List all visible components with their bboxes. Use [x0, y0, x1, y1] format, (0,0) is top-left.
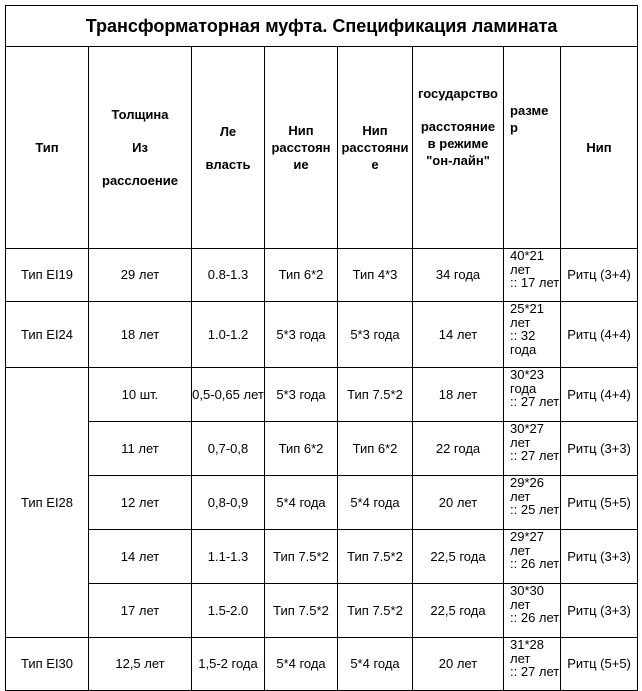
- size-line: :: 27 лет: [510, 394, 560, 409]
- table-row: [6, 530, 638, 584]
- size-line: лет: [510, 314, 531, 330]
- table-row: [6, 638, 638, 691]
- cell-nip1: Тип 6*2: [265, 422, 338, 476]
- cell-size: [504, 368, 561, 422]
- header-type: Тип: [6, 47, 89, 249]
- cell-nip1: Тип 7.5*2: [265, 584, 338, 638]
- header-thickness-line3: расслоение: [102, 173, 178, 188]
- size-line: 29*26: [510, 475, 544, 490]
- cell-state: 14 лет: [413, 302, 504, 368]
- size-line: 30*30: [510, 583, 544, 598]
- size-line: 30*27: [510, 421, 544, 436]
- size-line: :: 27 лет: [510, 448, 560, 463]
- cell-nip1: Тип 6*2: [265, 249, 338, 302]
- cell-thickness: 17 лет: [89, 584, 192, 638]
- size-line: лет: [510, 542, 531, 558]
- cell-state: 20 лет: [413, 638, 504, 691]
- header-state-line3: в режиме: [427, 136, 489, 151]
- cell-size: [504, 249, 561, 302]
- cell-size: [504, 476, 561, 530]
- size-line: :: 26 лет: [510, 556, 560, 571]
- header-state-line1: государство: [418, 86, 498, 101]
- spec-table: [5, 5, 638, 691]
- table-row: [6, 368, 638, 422]
- cell-size: [504, 302, 561, 368]
- cell-le: 1.1-1.3: [192, 530, 265, 584]
- cell-le: 0,5-0,65 лет: [192, 368, 265, 422]
- cell-nip1: 5*4 года: [265, 638, 338, 691]
- header-nip3: Нип: [561, 47, 638, 249]
- table-row: [6, 422, 638, 476]
- size-line: 31*28: [510, 637, 544, 652]
- header-nip1-line2: расстоян: [271, 140, 331, 155]
- cell-le: 1,5-2 года: [192, 638, 265, 691]
- cell-le: 1.5-2.0: [192, 584, 265, 638]
- cell-state: 22,5 года: [413, 584, 504, 638]
- cell-nip1: 5*3 года: [265, 302, 338, 368]
- size-line: :: 17 лет: [510, 275, 560, 290]
- spec-sheet: [5, 5, 637, 679]
- header-thickness-line1: Толщина: [111, 107, 169, 122]
- cell-nip2: Тип 6*2: [338, 422, 413, 476]
- cell-size: [504, 422, 561, 476]
- size-line: :: 32: [510, 328, 536, 343]
- size-line: :: 25 лет: [510, 502, 560, 517]
- table-row: [6, 302, 638, 368]
- size-line: 40*21: [510, 248, 544, 263]
- cell-state: 34 года: [413, 249, 504, 302]
- cell-nip3: Ритц (3+3): [561, 530, 638, 584]
- size-line: лет: [510, 596, 531, 612]
- header-nip1: [265, 47, 338, 249]
- cell-thickness: 10 шт.: [89, 368, 192, 422]
- header-nip1-line3: ие: [293, 157, 309, 172]
- cell-le: 0,7-0,8: [192, 422, 265, 476]
- header-le-line1: Ле: [219, 123, 237, 139]
- size-line: лет: [510, 261, 531, 277]
- cell-nip2: Тип 7.5*2: [338, 368, 413, 422]
- cell-size: [504, 584, 561, 638]
- header-state: [413, 47, 504, 249]
- size-line: года: [510, 380, 537, 396]
- size-line: 30*23: [510, 367, 544, 382]
- cell-thickness: 12,5 лет: [89, 638, 192, 691]
- header-state-line2: расстояние: [420, 119, 496, 134]
- cell-size: [504, 638, 561, 691]
- cell-nip3: Ритц (4+4): [561, 302, 638, 368]
- header-size-line1: разме: [510, 103, 549, 118]
- cell-nip3: Ритц (3+3): [561, 584, 638, 638]
- size-line: 25*21: [510, 301, 544, 316]
- cell-state: 18 лет: [413, 368, 504, 422]
- header-nip2-line2: расстояни: [341, 140, 409, 155]
- cell-nip2: Тип 7.5*2: [338, 530, 413, 584]
- cell-nip3: Ритц (4+4): [561, 368, 638, 422]
- cell-thickness: 12 лет: [89, 476, 192, 530]
- size-line: 29*27: [510, 529, 544, 544]
- cell-nip2: Тип 7.5*2: [338, 584, 413, 638]
- cell-le: 0,8-0,9: [192, 476, 265, 530]
- size-line: года: [510, 341, 537, 357]
- cell-state: 22 года: [413, 422, 504, 476]
- header-nip1-line1: Нип: [288, 123, 314, 138]
- header-thickness-line2: Из: [132, 140, 148, 155]
- cell-thickness: 18 лет: [89, 302, 192, 368]
- cell-type: Тип EI28: [6, 368, 89, 638]
- size-line: лет: [510, 488, 531, 504]
- size-line: лет: [510, 434, 531, 450]
- header-size: [504, 47, 561, 249]
- cell-state: 20 лет: [413, 476, 504, 530]
- cell-nip2: 5*4 года: [338, 638, 413, 691]
- header-nip2-line3: е: [371, 157, 379, 172]
- header-le: [192, 47, 265, 249]
- cell-nip2: Тип 4*3: [338, 249, 413, 302]
- cell-nip3: Ритц (3+4): [561, 249, 638, 302]
- cell-thickness: 14 лет: [89, 530, 192, 584]
- cell-type: Тип EI19: [6, 249, 89, 302]
- table-title: Трансформаторная муфта. Спецификация ламината: [6, 6, 638, 47]
- cell-size: [504, 530, 561, 584]
- cell-nip1: Тип 7.5*2: [265, 530, 338, 584]
- table-row: [6, 476, 638, 530]
- cell-le: 1.0-1.2: [192, 302, 265, 368]
- cell-type: Тип EI30: [6, 638, 89, 691]
- cell-thickness: 29 лет: [89, 249, 192, 302]
- cell-nip1: 5*4 года: [265, 476, 338, 530]
- cell-state: 22,5 года: [413, 530, 504, 584]
- cell-nip3: Ритц (5+5): [561, 476, 638, 530]
- cell-nip3: Ритц (5+5): [561, 638, 638, 691]
- cell-thickness: 11 лет: [89, 422, 192, 476]
- header-le-line2: власть: [205, 156, 251, 172]
- cell-le: 0.8-1.3: [192, 249, 265, 302]
- header-nip2: [338, 47, 413, 249]
- cell-nip1: 5*3 года: [265, 368, 338, 422]
- header-size-line2: р: [510, 120, 518, 135]
- cell-nip2: 5*4 года: [338, 476, 413, 530]
- size-line: :: 27 лет: [510, 664, 560, 679]
- table-row: [6, 249, 638, 302]
- header-thickness: [89, 47, 192, 249]
- header-row: [6, 47, 638, 249]
- size-line: лет: [510, 650, 531, 666]
- header-nip2-line1: Нип: [362, 123, 388, 138]
- header-state-line4: "он-лайн": [426, 153, 490, 168]
- cell-nip3: Ритц (3+3): [561, 422, 638, 476]
- size-line: :: 26 лет: [510, 610, 560, 625]
- table-row: [6, 584, 638, 638]
- cell-nip2: 5*3 года: [338, 302, 413, 368]
- cell-type: Тип EI24: [6, 302, 89, 368]
